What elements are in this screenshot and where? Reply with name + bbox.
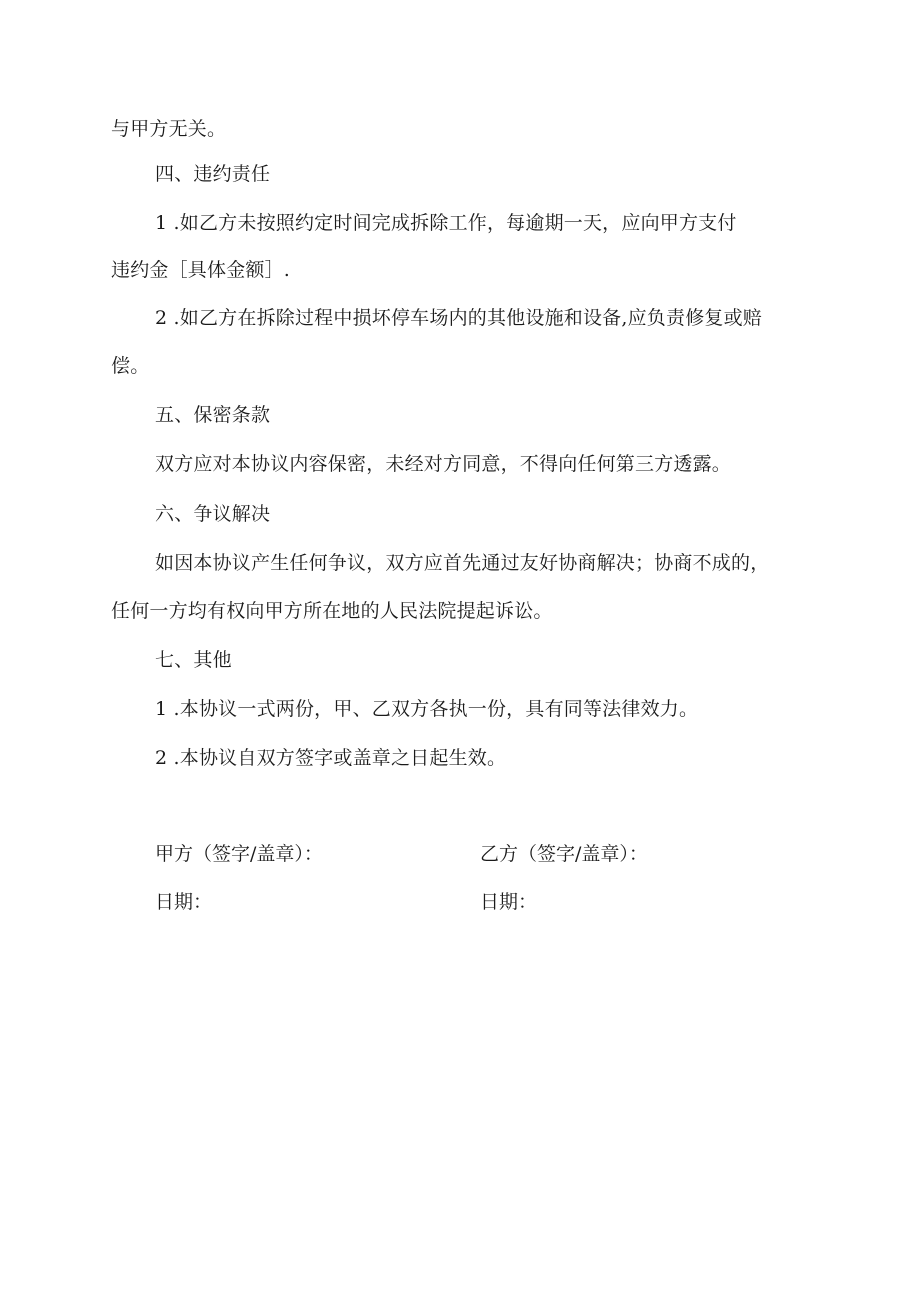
party-a-date-label: 日期：: [155, 891, 213, 913]
dispute-text-line-1: 如因本协议产生任何争议，双方应首先通过友好协商解决；协商不成的，: [155, 552, 770, 574]
dispute-text-line-2: 任何一方均有权向甲方所在地的人民法院提起诉讼。: [111, 600, 553, 622]
party-a-signature-label: 甲方（签字/盖章）：: [155, 843, 323, 865]
party-b-date-label: 日期：: [480, 891, 538, 913]
confidentiality-text: 双方应对本协议内容保密，未经对方同意，不得向任何第三方透露。: [155, 453, 732, 475]
clause-4-2-line-1: 2 .如乙方在拆除过程中损坏停车场内的其他设施和设备,应负责修复或赔: [155, 307, 763, 329]
clause-4-1-line-1: 1 .如乙方未按照约定时间完成拆除工作，每逾期一天，应向甲方支付: [155, 212, 737, 234]
section-heading-breach: 四、违约责任: [155, 163, 271, 185]
continuation-text: 与甲方无关。: [111, 118, 227, 140]
section-heading-other: 七、其他: [155, 649, 232, 671]
section-heading-dispute: 六、争议解决: [155, 503, 271, 525]
clause-4-1-line-2: 违约金［具体金额］.: [111, 259, 291, 281]
clause-4-2-line-2: 偿。: [111, 355, 150, 377]
clause-7-1: 1 .本协议一式两份，甲、乙双方各执一份，具有同等法律效力。: [155, 698, 699, 720]
section-heading-confidentiality: 五、保密条款: [155, 404, 271, 426]
clause-7-2: 2 .本协议自双方签字或盖章之日起生效。: [155, 747, 507, 769]
party-b-signature-label: 乙方（签字/盖章）：: [480, 843, 648, 865]
